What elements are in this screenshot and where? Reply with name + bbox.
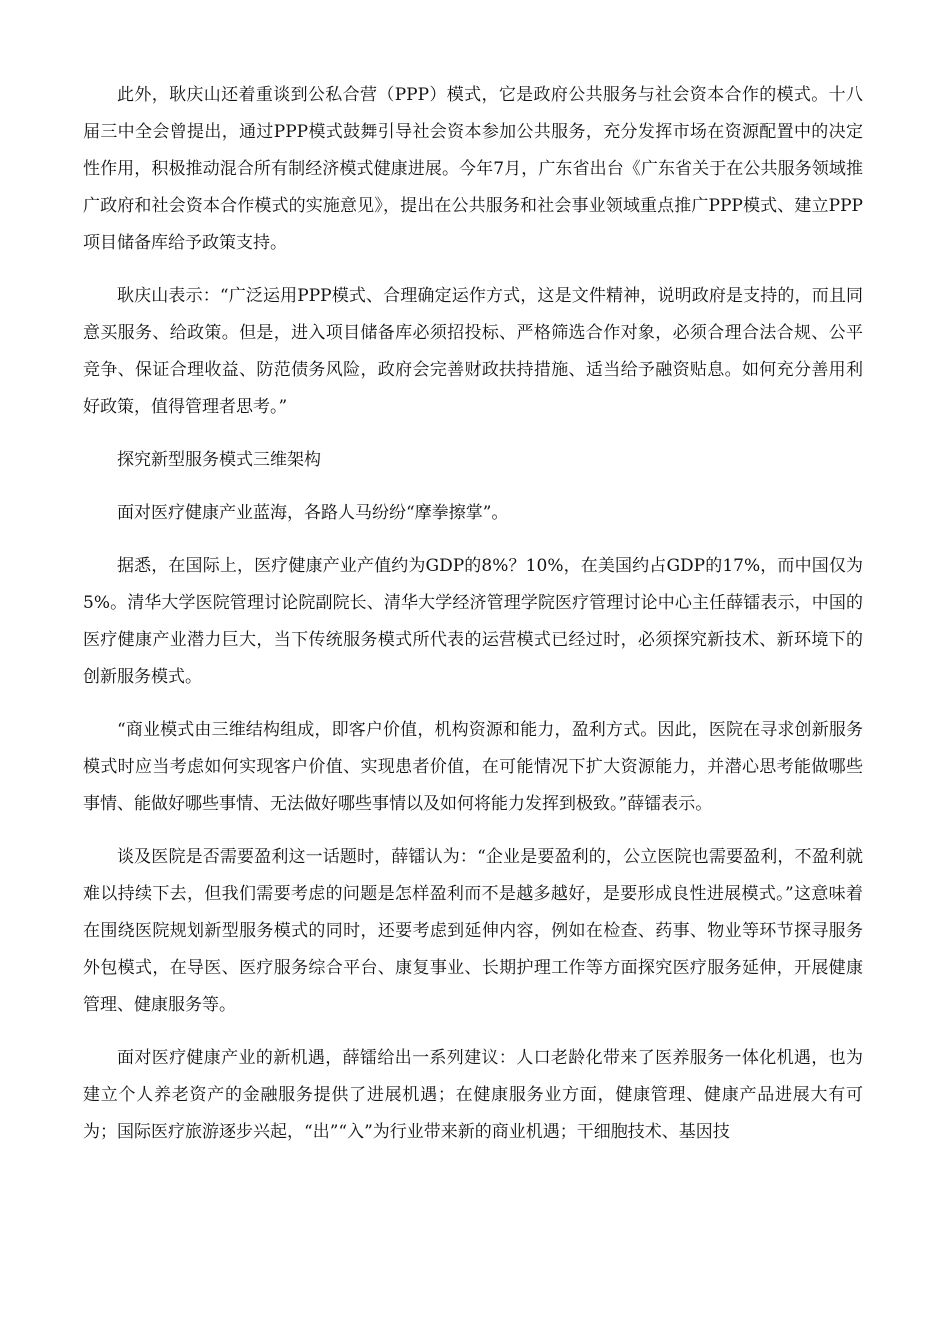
paragraph-geng-quote: 耿庆山表示：“广泛运用PPP模式、合理确定运作方式，这是文件精神，说明政府是支持的，而且同意买服务、给政策。但是，进入项目储备库必须招投标、严格筛选合作对象，必须合理合法合规、公平竞争、保证合理收益、防范债务风险，政府会完善财政扶持措施、适当给予融资贴息。如何充分善用利好政策，值得管理者思考。” [83, 286, 863, 417]
section-heading: 探究新型服务模式三维架构 [117, 450, 321, 470]
paragraph-gdp-share: 据悉，在国际上，医疗健康产业产值约为GDP的8%？10%，在美国约占GDP的17%，而中国仅为5%。清华大学医院管理讨论院副院长、清华大学经济管理学院医疗管理讨论中心主任薛镭表示，中国的医疗健康产业潜力巨大，当下传统服务模式所代表的运营模式已经过时，必须探究新技术、新环境下的创新服务模式。 [83, 556, 863, 687]
paragraph-opportunities: 面对医疗健康产业的新机遇，薛镭给出一系列建议：人口老龄化带来了医养服务一体化机遇，也为建立个人养老资产的金融服务提供了进展机遇；在健康服务业方面，健康管理、健康产品进展大有可为；国际医疗旅游逐步兴起，“出”“入”为行业带来新的商业机遇；干细胞技术、基因技 [83, 1048, 863, 1142]
paragraph-ppp-model: 此外，耿庆山还着重谈到公私合营（PPP）模式，它是政府公共服务与社会资本合作的模式。十八届三中全会曾提出，通过PPP模式鼓舞引导社会资本参加公共服务，充分发挥市场在资源配置中的决定性作用，积极推动混合所有制经济模式健康进展。今年7月，广东省出台《广东省关于在公共服务领域推广政府和社会资本合作模式的实施意见》，提出在公共服务和社会事业领域重点推广PPP模式、建立PPP项目储备库给予政策支持。 [83, 85, 863, 253]
document-body [83, 77, 863, 1167]
paragraph-blue-ocean: 面对医疗健康产业蓝海，各路人马纷纷“摩拳擦掌”。 [117, 503, 509, 523]
paragraph-business-model: “商业模式由三维结构组成，即客户价值，机构资源和能力，盈利方式。因此，医院在寻求创新服务模式时应当考虑如何实现客户价值、实现患者价值，在可能情况下扩大资源能力，并潜心思考能做哪些事情、能做好哪些事情、无法做好哪些事情以及如何将能力发挥到极致。”薛镭表示。 [83, 720, 863, 814]
paragraph-profit: 谈及医院是否需要盈利这一话题时，薛镭认为：“企业是要盈利的，公立医院也需要盈利，不盈利就难以持续下去，但我们需要考虑的问题是怎样盈利而不是越多越好，是要形成良性进展模式。”这意味着在围绕医院规划新型服务模式的同时，还要考虑到延伸内容，例如在检查、药事、物业等环节探寻服务外包模式，在导医、医疗服务综合平台、康复事业、长期护理工作等方面探究医疗服务延伸，开展健康管理、健康服务等。 [83, 847, 863, 1015]
